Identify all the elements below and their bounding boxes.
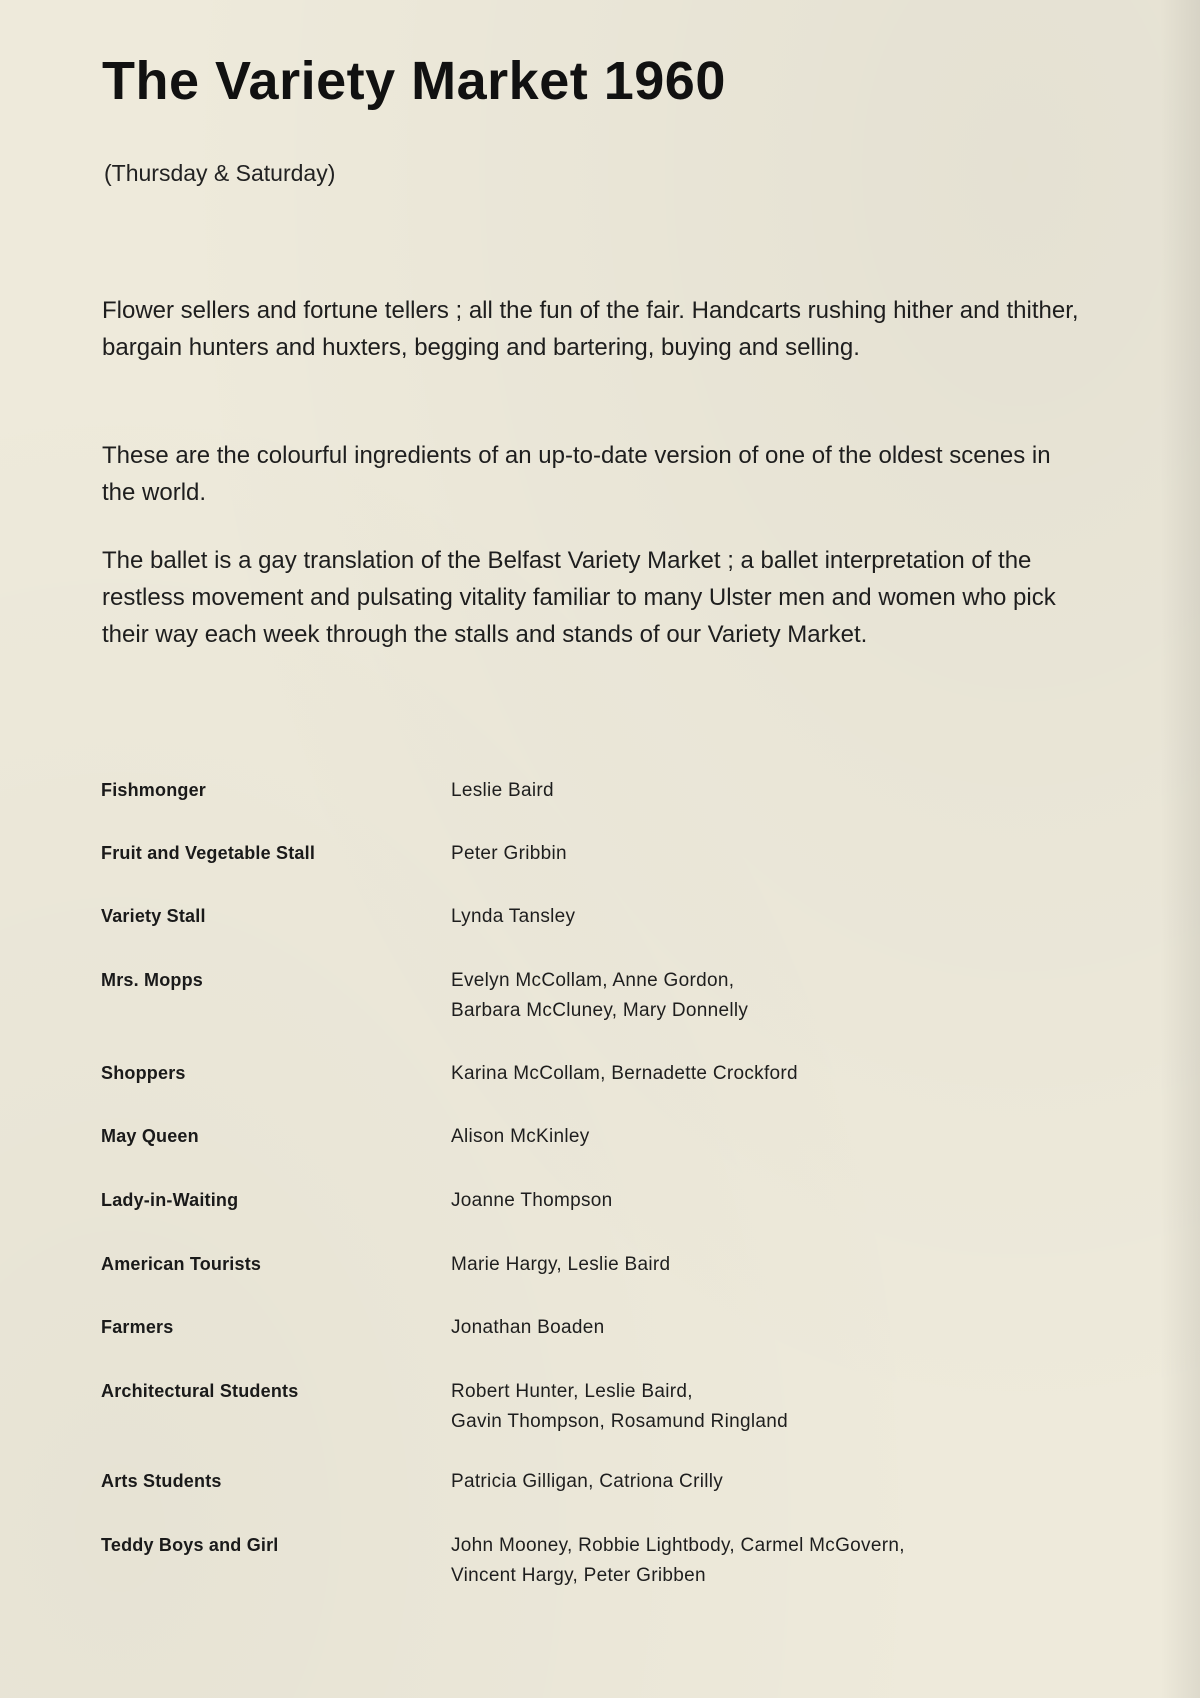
cast-role: Teddy Boys and Girl [101, 1535, 279, 1555]
page-title: The Variety Market 1960 [102, 51, 726, 111]
performance-days: (Thursday & Saturday) [104, 160, 336, 186]
cast-actor: Alison McKinley [451, 1126, 590, 1147]
cast-role: Architectural Students [101, 1381, 299, 1401]
cast-role: Lady-in-Waiting [101, 1190, 239, 1210]
cast-actor: Leslie Baird [451, 780, 554, 801]
cast-actor: John Mooney, Robbie Lightbody, Carmel McGovern, [451, 1535, 905, 1556]
cast-role: May Queen [101, 1126, 199, 1146]
cast-actor: Barbara McCluney, Mary Donnelly [451, 1000, 749, 1021]
cast-role: Mrs. Mopps [101, 970, 204, 990]
page-edge-shadow [1160, 0, 1200, 1698]
cast-actor: Gavin Thompson, Rosamund Ringland [451, 1411, 788, 1432]
description-paragraph-2: These are the colourful ingredients of an up-to-date version of one of the oldest scenes in the world. [102, 442, 1051, 506]
cast-role: Fruit and Vegetable Stall [101, 843, 316, 863]
cast-actor: Lynda Tansley [451, 906, 576, 927]
cast-actor: Marie Hargy, Leslie Baird [451, 1254, 671, 1275]
cast-role: Farmers [101, 1317, 174, 1337]
cast-role: Shoppers [101, 1063, 186, 1083]
cast-actor: Robert Hunter, Leslie Baird, [451, 1381, 693, 1402]
description-paragraph-1: Flower sellers and fortune tellers ; all the fun of the fair. Handcarts rushing hither and thither, bargain hunters and huxters, begging and bartering, buying and selling. [102, 297, 1079, 361]
cast-actor: Patricia Gilligan, Catriona Crilly [451, 1471, 724, 1492]
cast-actor: Peter Gribbin [451, 843, 567, 864]
description-paragraph-3: The ballet is a gay translation of the Belfast Variety Market ; a ballet interpretation of the restless movement and pulsating vitality familiar to many Ulster men and women who pick their way each week through the stalls and stands of our Variety Market. [102, 547, 1056, 648]
cast-role: Fishmonger [101, 780, 207, 800]
cast-actor: Evelyn McCollam, Anne Gordon, [451, 970, 735, 991]
cast-actor: Joanne Thompson [451, 1190, 613, 1211]
cast-role: American Tourists [101, 1254, 262, 1274]
cast-role: Variety Stall [101, 906, 206, 926]
cast-actor: Vincent Hargy, Peter Gribben [451, 1565, 706, 1586]
cast-actor: Jonathan Boaden [451, 1317, 605, 1338]
cast-actor: Karina McCollam, Bernadette Crockford [451, 1063, 798, 1084]
cast-role: Arts Students [101, 1471, 222, 1491]
